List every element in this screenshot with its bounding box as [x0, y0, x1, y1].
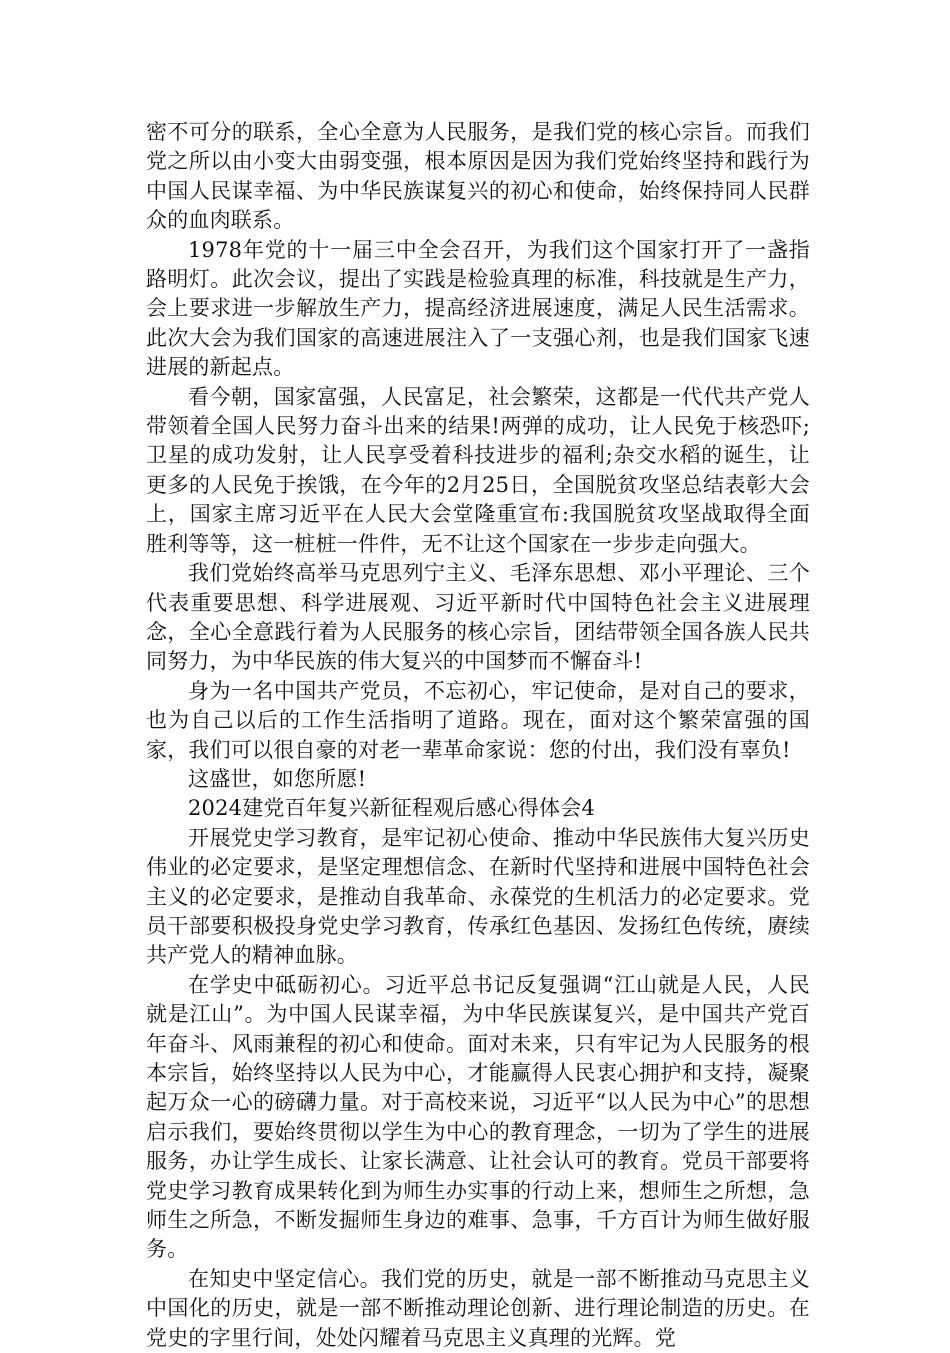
- paragraph-4: 我们党始终高举马克思列宁主义、毛泽东思想、邓小平理论、三个代表重要思想、科学进展观、习近平新时代中国特色社会主义进展理念，全心全意践行着为人民服务的核心宗旨，团结带领全国各族人民共同努力，为中华民族的伟大复兴的中国梦而不懈奋斗!: [146, 561, 810, 674]
- paragraph-9: 在知史中坚定信心。我们党的历史，就是一部不断推动马克思主义中国化的历史，就是一部不断推动理论创新、进行理论制造的历史。在党史的字里行间，处处闪耀着马克思主义真理的光辉。党: [146, 1266, 810, 1350]
- paragraph-1: 密不可分的联系，全心全意为人民服务，是我们党的核心宗旨。而我们党之所以由小变大由弱变强，根本原因是因为我们党始终坚持和践行为中国人民谋幸福、为中华民族谋复兴的初心和使命，始终保持同人民群众的血肉联系。: [146, 120, 810, 233]
- document-body: [146, 118, 810, 1353]
- paragraph-7: 开展党史学习教育，是牢记初心使命、推动中华民族伟大复兴历史伟业的必定要求，是坚定理想信念、在新时代坚持和进展中国特色社会主义的必定要求，是推动自我革命、永葆党的生机活力的必定要求。党员干部要积极投身党史学习教育，传承红色基因、发扬红色传统，赓续共产党人的精神血脉。: [146, 825, 810, 968]
- paragraph-2: 1978年党的十一届三中全会召开，为我们这个国家打开了一盏指路明灯。此次会议，提出了实践是检验真理的标准，科技就是生产力，会上要求进一步解放生产力，提高经济进展速度，满足人民生活需求。此次大会为我们国家的高速进展注入了一支强心剂，也是我们国家飞速进展的新起点。: [146, 237, 810, 380]
- paragraph-5: 身为一名中国共产党员，不忘初心，牢记使命，是对自己的要求，也为自己以后的工作生活指明了道路。现在，面对这个繁荣富强的国家，我们可以很自豪的对老一辈革命家说：您的付出，我们没有辜负!: [146, 678, 810, 762]
- paragraph-6: 这盛世，如您所愿!: [188, 766, 367, 791]
- paragraph-3: 看今朝，国家富强，人民富足，社会繁荣，这都是一代代共产党人带领着全国人民努力奋斗出来的结果!两弹的成功，让人民免于核恐吓;卫星的成功发射，让人民享受着科技进步的福利;杂交水稻的诞生，让更多的人民免于挨饿，在今年的2月25日，全国脱贫攻坚总结表彰大会上，国家主席习近平在人民大会堂隆重宣布:我国脱贫攻坚战取得全面胜利等等，这一桩桩一件件，无不让这个国家在一步步走向强大。: [146, 384, 810, 556]
- section-heading: 2024建党百年复兴新征程观后感心得体会4: [188, 796, 596, 821]
- paragraph-8: 在学史中砥砺初心。习近平总书记反复强调“江山就是人民，人民就是江山”。为中国人民谋幸福，为中华民族谋复兴，是中国共产党百年奋斗、风雨兼程的初心和使命。面对未来，只有牢记为人民服务的根本宗旨，始终坚持以人民为中心，才能赢得人民衷心拥护和支持，凝聚起万众一心的磅礴力量。对于高校来说，习近平“以人民为中心”的思想启示我们，要始终贯彻以学生为中心的教育理念，一切为了学生的进展服务，办让学生成长、让家长满意、让社会认可的教育。党员干部要将党史学习教育成果转化到为师生办实事的行动上来，想师生之所想，急师生之所急，不断发掘师生身边的难事、急事，千方百计为师生做好服务。: [146, 972, 810, 1262]
